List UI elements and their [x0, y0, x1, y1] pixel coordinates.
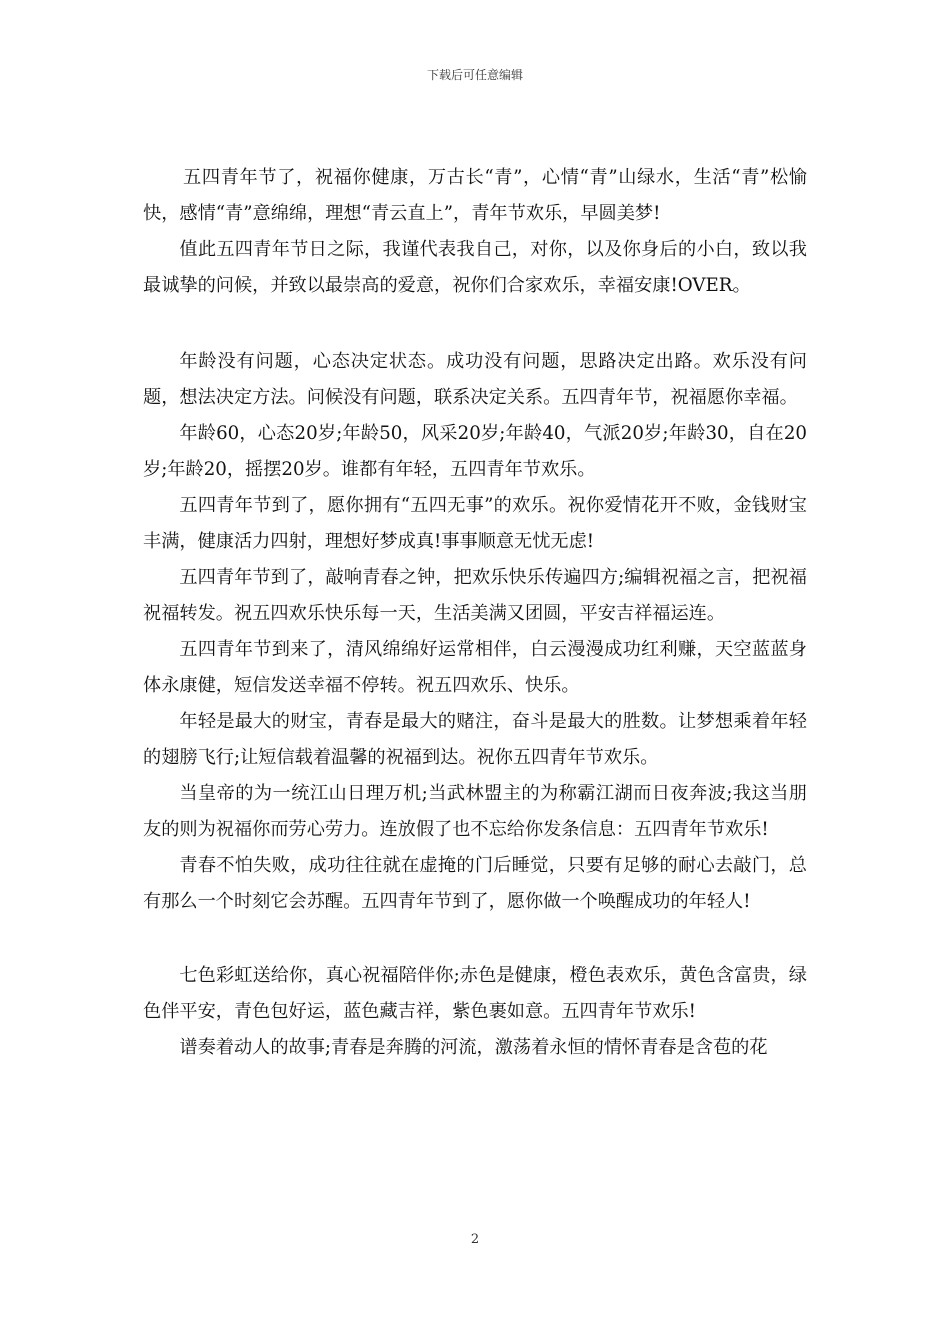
paragraph-9: 当皇帝的为一统江山日理万机;当武林盟主的为称霸江湖而日夜奔波;我这当朋友的则为祝福你而劳心劳力。连放假了也不忘给你发条信息：五四青年节欢乐! [143, 783, 807, 840]
paragraph-2: 值此五四青年节日之际，我谨代表我自己，对你，以及你身后的小白，致以我最诚挚的问候，并致以最崇高的爱意，祝你们合家欢乐，幸福安康!OVER。 [143, 239, 807, 296]
paragraph-4: 年龄60，心态20岁;年龄50，风采20岁;年龄40，气派20岁;年龄30，自在20岁;年龄20，摇摆20岁。谁都有年轻，五四青年节欢乐。 [143, 423, 807, 480]
paragraph-10: 青春不怕失败，成功往往就在虚掩的门后睡觉，只要有足够的耐心去敲门，总有那么一个时刻它会苏醒。五四青年节到了，愿你做一个唤醒成功的年轻人! [143, 855, 807, 912]
paragraph-12: 谱奏着动人的故事;青春是奔腾的河流，激荡着永恒的情怀青春是含苞的花 [179, 1037, 768, 1058]
paragraph-1: 五四青年节了，祝福你健康，万古长“青”，心情“青”山绿水，生活“青”松愉快，感情“青”意绵绵，理想“青云直上”，青年节欢乐，早圆美梦! [143, 167, 807, 224]
paragraph-6: 五四青年节到了，敲响青春之钟，把欢乐快乐传遍四方;编辑祝福之言，把祝福祝福转发。祝五四欢乐快乐每一天，生活美满又团圆，平安吉祥福运连。 [143, 567, 807, 624]
document-body [143, 160, 807, 1066]
paragraph-7: 五四青年节到来了，清风绵绵好运常相伴，白云漫漫成功红利赚，天空蓝蓝身体永康健，短信发送幸福不停转。祝五四欢乐、快乐。 [143, 639, 807, 696]
page-number: 2 [470, 1232, 480, 1247]
paragraph-11: 七色彩虹送给你，真心祝福陪伴你;赤色是健康，橙色表欢乐，黄色含富贵，绿色伴平安，青色包好运，蓝色藏吉祥，紫色裹如意。五四青年节欢乐! [143, 965, 807, 1022]
paragraph-8: 年轻是最大的财宝，青春是最大的赌注，奋斗是最大的胜数。让梦想乘着年轻的翅膀飞行;让短信载着温馨的祝福到达。祝你五四青年节欢乐。 [143, 711, 807, 768]
paragraph-3: 年龄没有问题，心态决定状态。成功没有问题，思路决定出路。欢乐没有问题，想法决定方法。问候没有问题，联系决定关系。五四青年节，祝福愿你幸福。 [143, 351, 807, 408]
page-header: 下载后可任意编辑 [426, 68, 523, 82]
paragraph-5: 五四青年节到了，愿你拥有“五四无事”的欢乐。祝你爱情花开不败，金钱财宝丰满，健康活力四射，理想好梦成真!事事顺意无忧无虑! [143, 495, 807, 552]
